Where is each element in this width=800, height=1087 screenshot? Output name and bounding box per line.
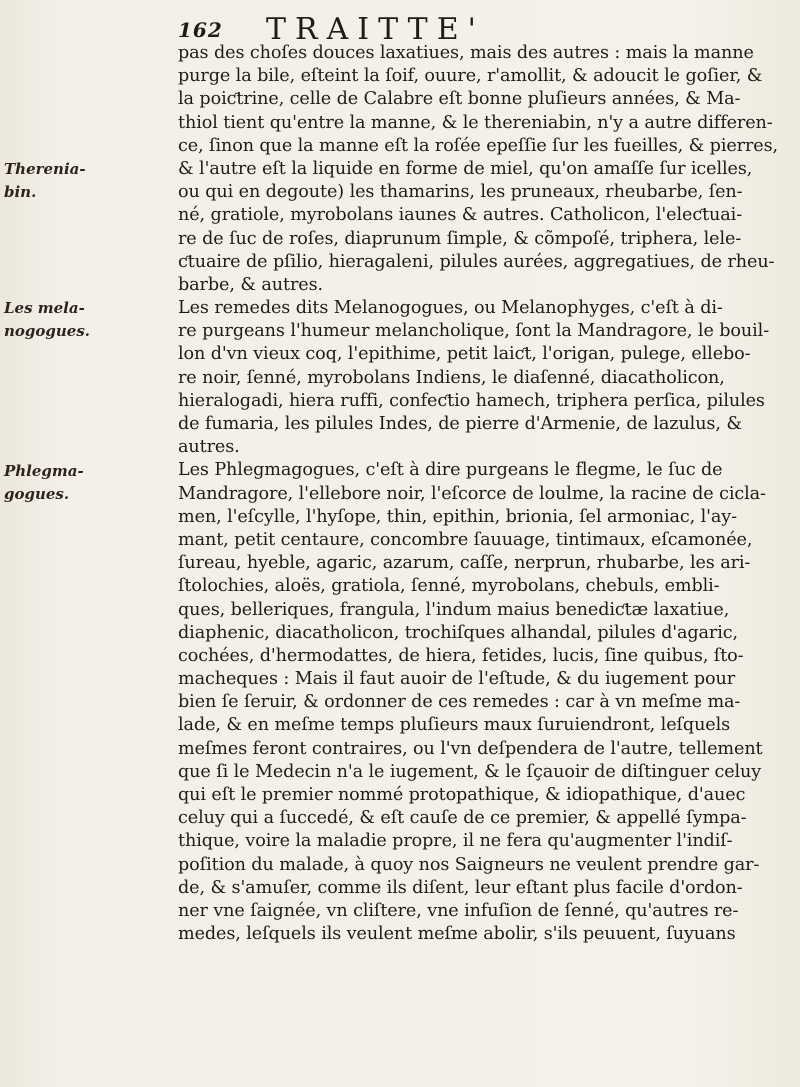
- margin-note-line: nogogues.: [4, 322, 91, 340]
- text-line: men, l'eſcylle, l'hyſope, thin, epithin, brionia, ſel armoniac, l'ay-: [178, 506, 737, 527]
- text-line: né, gratiole, myrobolans iaunes & autres. Catholicon, l'eleƈtuai-: [178, 205, 743, 226]
- text-line: pas des choſes douces laxatiues, mais des autres : mais la manne: [178, 43, 754, 63]
- text-line: poſition du malade, à quoy nos Saigneurs ne veulent prendre gar-: [178, 854, 760, 875]
- text-line: lade, & en meſme temps pluſieurs maux ſuruiendront, leſquels: [178, 715, 731, 736]
- text-line: ſtolochies, aloës, gratiola, ſenné, myrobolans, chebuls, embli-: [178, 576, 720, 597]
- margin-note-therenia: [4, 158, 90, 204]
- text-line: de, & s'amuſer, comme ils diſent, leur eſtant plus facile d'ordon-: [178, 877, 743, 898]
- page-number: 162: [178, 18, 223, 42]
- text-line: la poiƈtrine, celle de Calabre eſt bonne pluſieurs années, & Ma-: [178, 89, 741, 110]
- text-line: Les Phlegmagogues, c'eſt à dire purgeans le flegme, le ſuc de: [178, 460, 723, 481]
- text-line: bien ſe ſeruir, & ordonner de ces remedes : car à vn meſme ma-: [178, 692, 741, 713]
- text-line: de fumaria, les pilules Indes, de pierre d'Armenie, de lazulus, &: [178, 414, 742, 434]
- margin-note-line: Therenia-: [4, 160, 86, 178]
- margin-note-phlegmagogues: [4, 460, 90, 506]
- text-line: hieralogadi, hiera ruffi, confeƈtio hamech, triphera perſica, pilules: [178, 390, 765, 411]
- text-line: & l'autre eſt la liquide en forme de miel, qu'on amaſſe ſur icelles,: [178, 158, 753, 179]
- text-line: re noir, ſenné, myrobolans Indiens, le diaſenné, diacatholicon,: [178, 367, 725, 388]
- text-line: medes, leſquels ils veulent meſme abolir, s'ils peuuent, ſuyuans: [178, 924, 736, 945]
- text-line: barbe, & autres.: [178, 274, 324, 295]
- text-line: ſureau, hyeble, agaric, azarum, caſſe, nerprun, rhubarbe, les ari-: [178, 553, 751, 574]
- margin-note-line: bin.: [4, 183, 37, 201]
- text-line: cochées, d'hermodattes, de hiera, fetides, lucis, ſine quibus, ſto-: [178, 645, 744, 666]
- text-line: ce, ſinon que la manne eſt la roſée epeſſie ſur les fueilles, & pierres,: [178, 135, 779, 156]
- text-line: diaphenic, diacatholicon, trochiſques alhandal, pilules d'agaric,: [178, 622, 738, 643]
- text-line: autres.: [178, 437, 240, 458]
- text-line: que ſi le Medecin n'a le iugement, & le ſçauoir de diſtinguer celuy: [178, 761, 762, 782]
- margin-note-melanogogues: [4, 297, 90, 343]
- text-line: celuy qui a ſuccedé, & eſt cauſe de ce premier, & appellé ſympa-: [178, 808, 747, 829]
- text-line: ques, belleriques, frangula, l'indum maius benediƈtæ laxatiue,: [178, 599, 730, 620]
- text-line: ou qui en degoute) les thamarins, les pruneaux, rheubarbe, ſen-: [178, 182, 743, 203]
- running-title: TRAITTE': [266, 12, 485, 47]
- text-line: ner vne ſaignée, vn cliſtere, vne infuſion de ſenné, qu'autres re-: [178, 900, 739, 921]
- margin-note-line: Les mela-: [4, 299, 85, 317]
- text-line: macheques : Mais il faut auoir de l'eſtude, & du iugement pour: [178, 669, 736, 690]
- text-line: thique, voire la maladie propre, il ne fera qu'augmenter l'indiſ-: [178, 831, 733, 852]
- text-line: re de ſuc de roſes, diaprunum ſimple, & cõmpoſé, triphera, lele-: [178, 228, 742, 249]
- text-line: [178, 946, 790, 969]
- text-line: re purgeans l'humeur melancholique, ſont la Mandragore, le bouil-: [178, 321, 770, 342]
- text-line: Les remedes dits Melanogogues, ou Melanophyges, c'eſt à di-: [178, 298, 723, 319]
- text-line: mant, petit centaure, concombre ſauuage, tintimaux, eſcamonée,: [178, 529, 753, 550]
- text-line: qui eſt le premier nommé protopathique, & idiopathique, d'auec: [178, 785, 746, 805]
- text-line: lon d'vn vieux coq, l'epithime, petit laiƈt, l'origan, pulege, ellebo-: [178, 344, 751, 365]
- text-line: meſmes feront contraires, ou l'vn deſpendera de l'autre, tellement: [178, 738, 763, 759]
- text-line: Mandragore, l'ellebore noir, l'eſcorce de loulme, la racine de cicla-: [178, 483, 766, 504]
- text-line: purge la bile, eſteint la ſoif, ouure, r'amollit, & adoucit le goſier, &: [178, 66, 763, 87]
- text-line: ƈtuaire de pſilio, hieragaleni, pilules aurées, aggregatiues, de rheu-: [178, 251, 775, 272]
- margin-note-line: Phlegma-: [4, 462, 84, 480]
- text-line: thiol tient qu'entre la manne, & le thereniabin, n'y a autre differen-: [178, 112, 773, 133]
- margin-note-line: gogues.: [4, 485, 70, 503]
- body-text: [178, 42, 790, 970]
